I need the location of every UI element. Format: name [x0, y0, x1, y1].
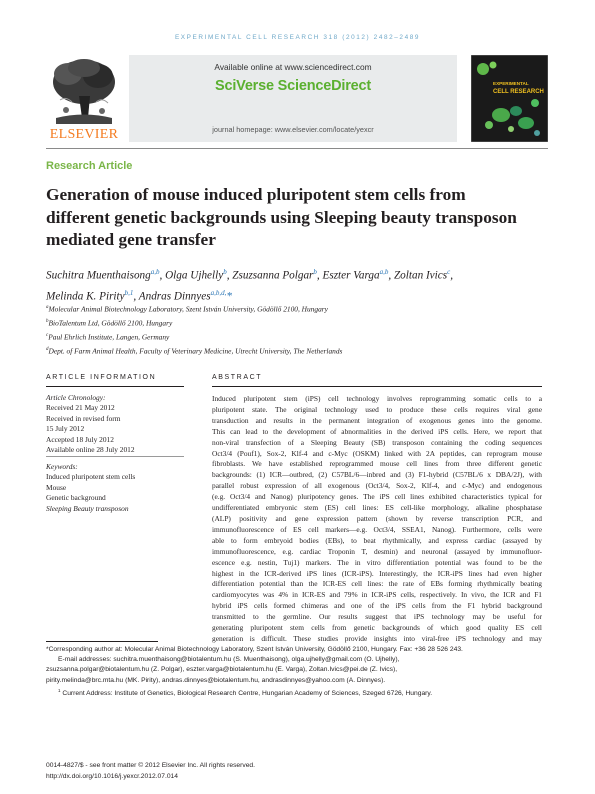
- footnotes: [46, 645, 546, 699]
- affiliation-mark: c: [46, 333, 49, 339]
- abstract-line: backgrounds: (1) ICR—outbred, (2) C57BL/6—inbred and (3) F1-hybrid (C57BL/6 x DBA/2J), with: [212, 470, 542, 480]
- keyword-item: Induced pluripotent stem cells: [46, 472, 136, 482]
- abstract-line: differentiation potential than the ICR-ES cell lines: the rate of EBs forming rhythmically beating: [212, 579, 542, 589]
- email-addresses[interactable]: E-mail addresses: suchitra.muenthaisong@biotalentum.hu (S. Muenthaisong), olga.ujhelly@gmail.com (O. Ujhelly),: [58, 656, 400, 664]
- keyword-item: Genetic background: [46, 493, 106, 503]
- online-date: Available online 28 July 2012: [46, 445, 135, 455]
- affiliation-text: Molecular Animal Biotechnology Laboratory, Szent István University, Gödöllő 2100, Hungary: [48, 304, 328, 314]
- affiliation-item: [46, 316, 546, 330]
- author-name: Zsuzsanna Polgar: [232, 269, 314, 282]
- author-name: Olga Ujhelly: [165, 269, 224, 282]
- header-rule: [46, 148, 548, 149]
- abstract-line: undifferentiated embryonic stem (ES) cell lines: ES cell-like morphology, alkaline phosphatase: [212, 503, 542, 513]
- abstract-line: cardiomyocytes was 4% in ICR-ES and 79% in ICR-iPS cells, respectively. In vivo, the ICR and F1: [212, 590, 542, 600]
- affiliation-mark: b: [46, 319, 49, 325]
- abstract-line: generation is difficult. These studies provide insights into viral-free iPS technology and may: [212, 633, 542, 643]
- author-affil-mark[interactable]: b: [223, 268, 227, 276]
- revised-label: Received in revised form: [46, 413, 121, 423]
- author-name: Melinda K. Pirity: [46, 290, 125, 303]
- keywords-rule: [46, 456, 184, 457]
- received-date: Received 21 May 2012: [46, 403, 115, 413]
- front-matter-line: 0014-4827/$ - see front matter © 2012 Elsevier Inc. All rights reserved.: [46, 762, 256, 769]
- author-name: Andras Dinnyes: [138, 290, 211, 303]
- current-address-text: Current Address: Institute of Genetics, Biological Research Centre, Hungarian Academy of Sciences, Szeged 6726, Hungary.: [62, 690, 433, 698]
- abstract-line: non-viral transfection of a Sleeping Beauty (SB) transposon containing the coding sequences: [212, 437, 542, 447]
- article-info-heading: ARTICLE INFORMATION: [46, 374, 157, 381]
- cover-title-line2: CELL RESEARCH: [493, 89, 544, 95]
- abstract-line: immunofluorescence, e.g. cardiac Troponin T, desmin) and neuronal (assayed by immunofluor-: [212, 546, 542, 556]
- article-title: Generation of mouse induced pluripotent stem cells from different genetic backgrounds using Sleeping beauty transposon mediated gene transfer: [46, 185, 517, 249]
- current-address-note: [46, 686, 546, 699]
- author-affil-mark[interactable]: a,b,d,: [210, 288, 227, 297]
- abstract-line: highest in the ICR-derived iPS lines (ICR-iPS). Interestingly, the ICR-iPS lines had even higher: [212, 568, 542, 578]
- footnote-mark: 1: [58, 687, 61, 693]
- journal-cover-image: [471, 55, 548, 142]
- abstract-line: pluripotent state. The original technology used to produce these cells requires viral gene: [212, 404, 542, 414]
- abstract-line: escence e.g. nestin, Tuj1) markers. The in vitro differentiation potential was found to be the: [212, 557, 542, 567]
- author-affil-mark[interactable]: c: [447, 268, 451, 276]
- accepted-date: Accepted 18 July 2012: [46, 434, 114, 444]
- author-list: Suchitra Muenthaisong$^{a,b}$, Olga Ujhelly$^b$, Zsuzsanna Polgar$^b$, Eszter Varga$^{a,b}$, Zoltan Ivics$^c$, Melinda K. Pirity$^{b,1}$, Andras Dinnyes$^{a,b,d,}$*: [46, 268, 453, 303]
- affiliation-item: [46, 302, 546, 316]
- abstract-heading: ABSTRACT: [212, 374, 263, 381]
- journal-homepage-link[interactable]: journal homepage: www.elsevier.com/locate/yexcr: [212, 125, 374, 134]
- abstract-line: able to form embryoid bodies (EBs), to beat rhythmically, and express cardiac (assayed by: [212, 535, 542, 545]
- revised-date: 15 July 2012: [46, 424, 85, 434]
- section-label: Research Article: [46, 160, 133, 172]
- affiliation-item: [46, 344, 546, 358]
- keyword-item: Sleeping Beauty transposon: [46, 503, 129, 513]
- abstract-line: generating pluripotent stem cells from genetic backgrounds of which good quality ES cell: [212, 623, 542, 633]
- chronology-label: Article Chronology:: [46, 393, 106, 402]
- affiliation-text: Paul Ehrlich Institute, Langen, Germany: [48, 332, 170, 342]
- email-addresses-cont[interactable]: zsuzsanna.polgar@biotalentum.hu (Z. Polgar), eszter.varga@biotalentum.hu (E. Varga), Zoltan.Ivics@pei.de (Z. Ivics),: [46, 666, 398, 674]
- affiliation-text: Dept. of Farm Animal Health, Faculty of Veterinary Medicine, Utrecht University, The Netherlands: [48, 346, 343, 356]
- issn-block: [46, 761, 255, 782]
- affiliation-text: BioTalentum Ltd, Gödöllő 2100, Hungary: [48, 318, 173, 328]
- article-info: [46, 393, 184, 455]
- affiliation-item: [46, 330, 546, 344]
- sciencedirect-brand: SciVerse ScienceDirect: [214, 78, 371, 94]
- keyword-item: Mouse: [46, 482, 67, 492]
- abstract-line: transduction and results in the permanent integration of exogenous genes into the genome.: [212, 415, 542, 425]
- keywords: [46, 462, 184, 514]
- abstract-line: transmitted to the germline. Our results suggest that iPS technology may be useful for: [212, 612, 542, 622]
- cover-title-line1: EXPERIMENTAL: [493, 81, 529, 86]
- author-affil-mark[interactable]: b,1: [124, 288, 134, 297]
- affiliation-list: [46, 302, 546, 358]
- author-affil-mark[interactable]: a,b: [379, 268, 389, 276]
- abstract-line: parallel robust expression of all exogenous (Oct3/4, Sox-2, Klf-4, and c-Myc) and endogenous: [212, 481, 542, 491]
- author-name: Suchitra Muenthaisong: [46, 269, 151, 282]
- abstract-line: Induced pluripotent stem (iPS) cell technology involves reprogramming somatic cells to a: [212, 394, 542, 403]
- affiliation-mark: d: [46, 347, 49, 353]
- abstract-line: Oct3/4 (Pouf1), Sox-2, Klf-4 and c-Myc (OSKM) linked with 2A peptides, can reprogram mouse: [212, 448, 542, 458]
- author-affil-mark[interactable]: a,b: [150, 268, 160, 276]
- article-info-rule: [46, 386, 184, 387]
- doi-link[interactable]: http://dx.doi.org/10.1016/j.yexcr.2012.07.014: [46, 772, 178, 780]
- abstract-line: fibroblasts. We have established reprogrammed mouse cell lines from three different genetic: [212, 459, 542, 469]
- available-online-text: Available online at www.sciencedirect.com: [214, 62, 372, 72]
- elsevier-wordmark: ELSEVIER: [49, 127, 119, 142]
- email-addresses-cont[interactable]: pirity.melinda@brc.mta.hu (MK. Pirity), andras.dinnyes@biotalentum.hu, andrasdinnyes@yahoo.com (A. Dinnyes).: [46, 676, 386, 684]
- keywords-label: Keywords:: [46, 462, 78, 471]
- affiliation-mark: a: [46, 305, 49, 310]
- abstract-line: hybrid iPS cells formed chimeras and one of the iPS cells from the F1 hybrid background: [212, 601, 542, 611]
- corresponding-author-note: *Corresponding author at: Molecular Animal Biotechnology Laboratory, Szent István University, Gödöllő 2100, Hungary. Fax: +36 28 526 243.: [46, 646, 463, 653]
- abstract-line: (e.g. Oct3/4 and Nanog) pluripotency genes. The iPS cell lines exhibited characteristics typical for: [212, 492, 542, 502]
- author-name: Zoltan Ivics: [393, 269, 448, 282]
- abstract-rule: [212, 386, 542, 387]
- footnote-rule: [46, 641, 158, 642]
- author-name: Eszter Varga: [322, 269, 380, 282]
- abstract-body: [212, 394, 542, 645]
- running-head: EXPERIMENTAL CELL RESEARCH 318 (2012) 2482–2489: [174, 34, 421, 41]
- author-affil-mark[interactable]: b: [313, 268, 317, 276]
- corresponding-author-mark[interactable]: *: [226, 290, 232, 303]
- abstract-line: (ALP) positivity and gene expression pattern (shown by reverse transcription PCR, and: [212, 513, 542, 523]
- abstract-line: immunofluorescence of ES cell markers—e.g. Oct3/4, SSEA1, Nanog). Furthermore, cells were: [212, 524, 542, 534]
- abstract-line: This can lead to the development of abnormalities in the derived iPS cells. Here, we report that: [212, 426, 542, 436]
